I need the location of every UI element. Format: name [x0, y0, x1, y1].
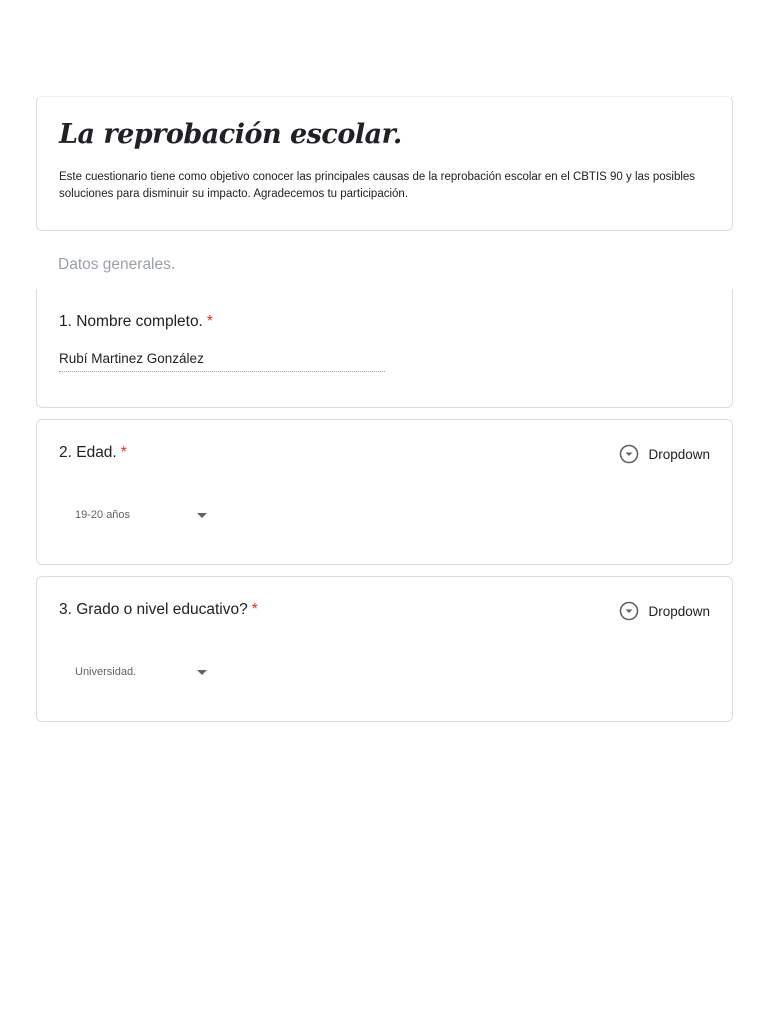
- dropdown-selected-value: Universidad.: [75, 666, 137, 678]
- circle-chevron-down-icon: [619, 444, 639, 464]
- form-title: La reprobación escolar.: [59, 119, 402, 150]
- circle-chevron-down-icon: [619, 601, 639, 621]
- question-type-badge: [619, 601, 710, 621]
- required-mark: *: [251, 601, 258, 618]
- question-type-label: Dropdown: [648, 603, 710, 619]
- question-title: [59, 444, 127, 462]
- dropdown-selected-value: 19-20 años: [75, 509, 131, 521]
- question-card-education-level: [36, 576, 733, 722]
- form-description: Este cuestionario tiene como objetivo conocer las principales causas de la reprobación escolar en el CBTIS 90 y las posibles soluciones para disminuir su impacto. Agradecemos tu participación.: [59, 171, 696, 200]
- question-type-badge: [619, 444, 710, 464]
- question-title: [59, 313, 213, 331]
- question-card-age: [36, 419, 733, 565]
- question-type-label: Dropdown: [648, 446, 710, 462]
- question-title-text: 2. Edad.: [59, 444, 117, 461]
- education-level-dropdown[interactable]: [59, 657, 219, 687]
- name-answer-field[interactable]: Rubí Martinez González: [59, 351, 385, 372]
- age-dropdown[interactable]: [59, 500, 219, 530]
- section-title: Datos generales.: [58, 256, 176, 273]
- question-card-name: [36, 289, 733, 408]
- question-title: [59, 601, 258, 619]
- required-mark: *: [206, 313, 213, 330]
- required-mark: *: [120, 444, 127, 461]
- caret-down-icon: [197, 513, 207, 518]
- question-title-text: 3. Grado o nivel educativo?: [59, 601, 248, 618]
- form-header-card: [36, 96, 733, 231]
- caret-down-icon: [197, 670, 207, 675]
- question-title-text: 1. Nombre completo.: [59, 313, 203, 330]
